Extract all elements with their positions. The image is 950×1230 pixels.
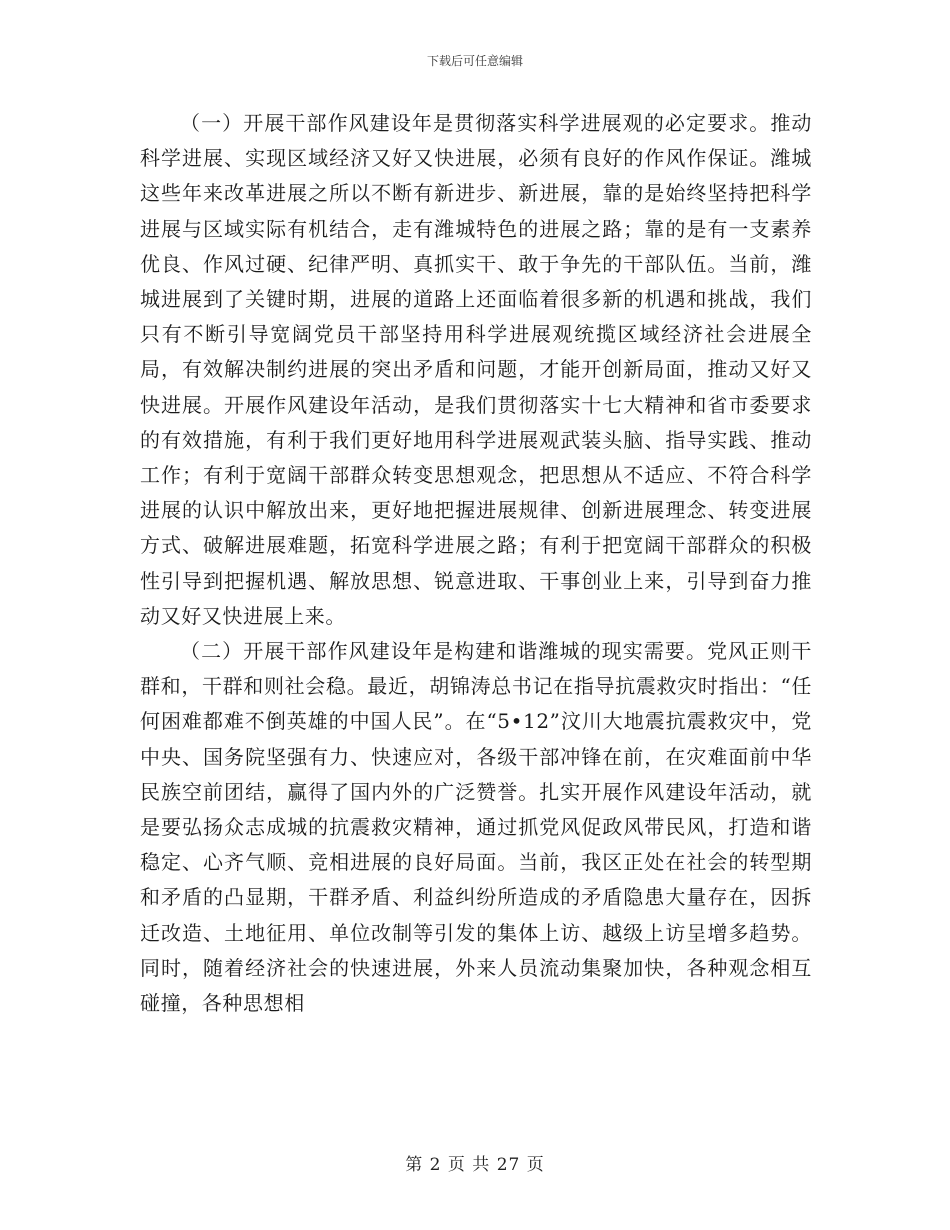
document-body (140, 106, 812, 1021)
paragraph-1: （一）开展干部作风建设年是贯彻落实科学进展观的必定要求。推动科学进展、实现区域经济又好又快进展，必须有良好的作风作保证。潍城这些年来改革进展之所以不断有新进步、新进展，靠的是始终坚持把科学进展与区域实际有机结合，走有潍城特色的进展之路；靠的是有一支素养优良、作风过硬、纪律严明、真抓实干、敢于争先的干部队伍。当前，潍城进展到了关键时期，进展的道路上还面临着很多新的机遇和挑战，我们只有不断引导宽阔党员干部坚持用科学进展观统揽区域经济社会进展全局，有效解决制约进展的突出矛盾和问题，才能开创新局面，推动又好又快进展。开展作风建设年活动，是我们贯彻落实十七大精神和省市委要求的有效措施，有利于我们更好地用科学进展观武装头脑、指导实践、推动工作；有利于宽阔干部群众转变思想观念，把思想从不适应、不符合科学进展的认识中解放出来，更好地把握进展规律、创新进展理念、转变进展方式、破解进展难题，拓宽科学进展之路；有利于把宽阔干部群众的积极性引导到把握机遇、解放思想、锐意进取、干事创业上来，引导到奋力推动又好又快进展上来。 (140, 111, 812, 628)
page-header: 下载后可任意编辑 (426, 54, 523, 68)
paragraph-2: （二）开展干部作风建设年是构建和谐潍城的现实需要。党风正则干群和，干群和则社会稳。最近，胡锦涛总书记在指导抗震救灾时指出：“任何困难都难不倒英雄的中国人民”。在“5•12”汶川大地震抗震救灾中，党中央、国务院坚强有力、快速应对，各级干部冲锋在前，在灾难面前中华民族空前团结，赢得了国内外的广泛赞誉。扎实开展作风建设年活动，就是要弘扬众志成城的抗震救灾精神，通过抓党风促政风带民风，打造和谐稳定、心齐气顺、竞相进展的良好局面。当前，我区正处在社会的转型期和矛盾的凸显期，干群矛盾、利益纠纷所造成的矛盾隐患大量存在，因拆迁改造、土地征用、单位改制等引发的集体上访、越级上访呈增多趋势。同时，随着经济社会的快速进展，外来人员流动集聚加快，各种观念相互碰撞，各种思想相 (140, 639, 812, 1016)
page-number-footer: 第 2 页 共 27 页 (405, 1155, 545, 1175)
